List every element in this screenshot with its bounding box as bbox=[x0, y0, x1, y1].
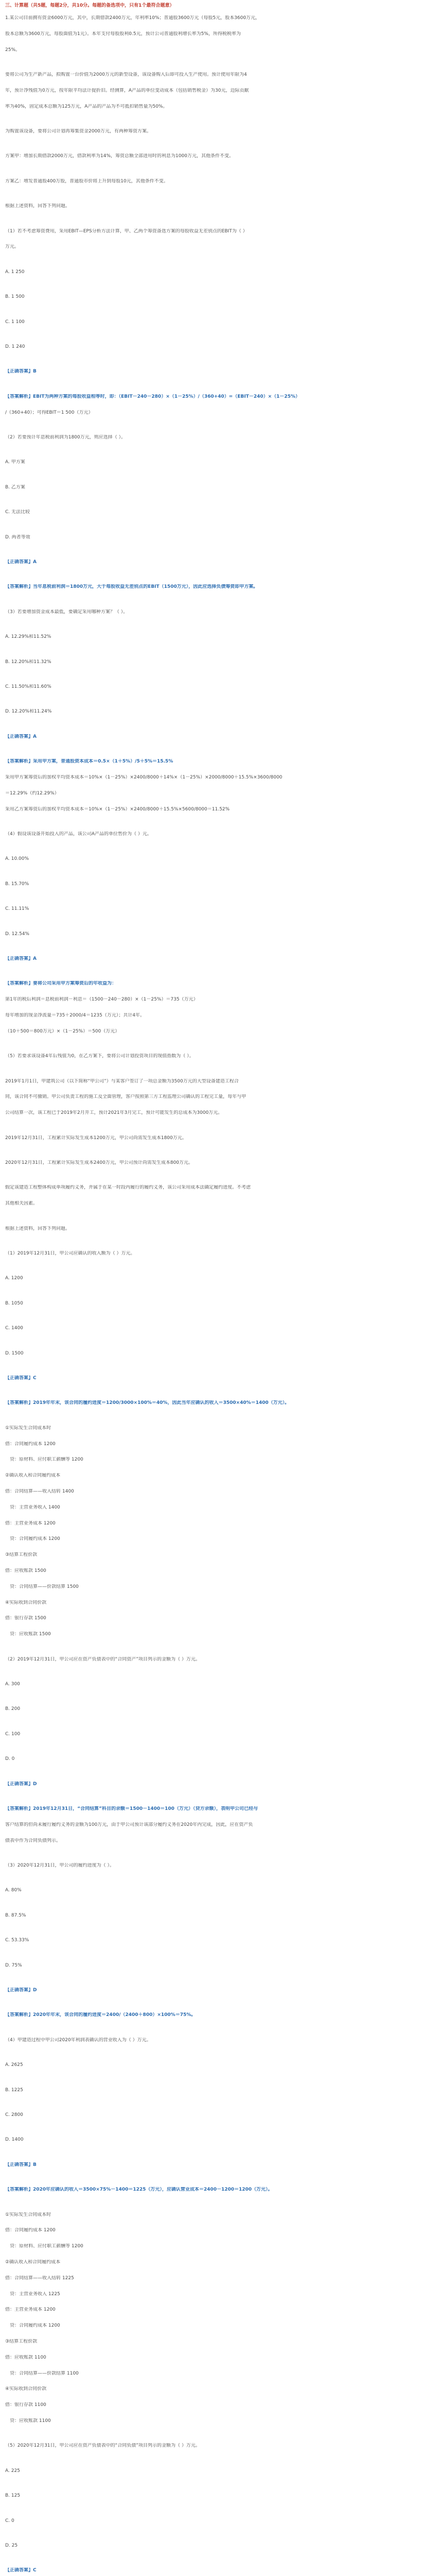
text-line: 1.某公司目前拥有资金6000万元，其中，长期借款2400万元，年利率10%；普通股3600万元（每股5元，股本3600万元， bbox=[5, 15, 260, 21]
text-line: 借：主营业务成本 1200 bbox=[5, 1520, 56, 1526]
text-line: 为购置该设备，要将公司计划再筹集资金2000万元，有两种筹资方案。 bbox=[5, 129, 151, 134]
text-line: （10＋500＝800万元）×（1－25%）＝500（万元） bbox=[5, 1028, 120, 1034]
text-line: A. 300 bbox=[5, 1682, 20, 1687]
text-line: 25%。 bbox=[5, 47, 21, 53]
text-line: 借：合同履约成本 1200 bbox=[5, 1441, 56, 1447]
text-line: C. 2800 bbox=[5, 2112, 23, 2117]
text-line: 【答案解析】2019年12月31日，“合同结算”科目的余额＝1500－1400＝100（万元）（贷方余额），表明甲公司已经与 bbox=[5, 1806, 258, 1811]
text-line: D. 1 240 bbox=[5, 344, 25, 349]
text-line: 年，预计净残值为0万元，按年限平均法计提折旧。经测算，A产品的单位变动成本（包括销售税金）为30元，边际贡献 bbox=[5, 88, 249, 93]
text-line: 【答案解析】要将公司采用甲方案筹资后的年收益为： bbox=[5, 981, 117, 987]
text-line: （5）2020年12月31日，甲公司应在资产负债表中的“合同负债”项目列示的金额为（ ）万元。 bbox=[5, 2443, 200, 2449]
text-line: A. 甲方案 bbox=[5, 460, 25, 465]
text-line: C. 11.50%和11.60% bbox=[5, 684, 51, 689]
text-line: C. 53.33% bbox=[5, 1938, 29, 1943]
text-line: （1）2019年12月31日，甲公司应确认的收入额为（ ）万元。 bbox=[5, 1251, 135, 1256]
text-line: 第1年的税后利润＝息税前利润－利息＝（1500－240－280）×（1－25%）＝735（万元） bbox=[5, 997, 198, 1003]
text-line: 率为40%，固定成本总额为125万元，A产品的产品为不可抵扣销售量为50%。 bbox=[5, 104, 168, 109]
text-line: A. 12.29%和11.52% bbox=[5, 634, 51, 640]
text-line: 贷：主营业务收入 1225 bbox=[5, 2291, 60, 2297]
text-line: 公司结算一次，该工程已于2019年2月开工，预计2021年3月完工，预计可能发生的总成本为3000万元。 bbox=[5, 1110, 223, 1116]
text-line: （2）2019年12月31日，甲公司应在资产负债表中的“合同资产”项目列示的金额为（ ）万元。 bbox=[5, 1656, 200, 1662]
correct-answer: 【正确答案】A bbox=[5, 560, 37, 565]
text-line: B. 乙方案 bbox=[5, 484, 25, 490]
text-line: 同，该合同不可撤销。甲公司负责工程的施工及全面管理，客户按照第三方工程监理公司确认的工程完工量，每年与甲 bbox=[5, 1094, 247, 1100]
correct-answer: 【正确答案】D bbox=[5, 1781, 37, 1787]
text-line: （3）若要增加资金成本最低，要确定采用哪种方案？（ ）。 bbox=[5, 609, 128, 615]
text-line: C. 无法比较 bbox=[5, 510, 30, 515]
text-line: C. 0 bbox=[5, 2518, 14, 2523]
text-line: 借：应收账款 1500 bbox=[5, 1568, 46, 1573]
text-line: A. 2625 bbox=[5, 2062, 23, 2068]
text-line: 2019年12月31日，工程累计实际发生成本1200万元，甲公司尚需发生成本1800万元。 bbox=[5, 1135, 187, 1141]
text-line: C. 100 bbox=[5, 1731, 21, 1737]
text-line: ②确认收入和合同履约成本 bbox=[5, 2260, 61, 2265]
text-line: 每年增加的现金净流量＝735＋2000/4＝1235（万元）；共计4年。 bbox=[5, 1013, 145, 1018]
text-line: 万元。 bbox=[5, 244, 20, 250]
text-line: 方案甲：增加长期借款2000万元，借款利率为14%，筹资总额全部进用时的利息为1000万元，其他条件不变。 bbox=[5, 154, 234, 159]
text-line: ②确认收入和合同履约成本 bbox=[5, 1473, 61, 1479]
text-line: D. 12.54% bbox=[5, 931, 29, 937]
text-line: A. 80% bbox=[5, 1888, 22, 1893]
text-line: 贷：合同结算——价款结算 1500 bbox=[5, 1584, 79, 1589]
text-line: 贷：原材料、应付职工薪酬等 1200 bbox=[5, 2244, 83, 2249]
text-line: 2020年12月31日，工程累计实际发生成本2400万元，甲公司预计尚需发生成本800万元。 bbox=[5, 1160, 193, 1165]
correct-answer: 【正确答案】B bbox=[5, 2162, 37, 2167]
text-line: 根据上述资料，回答下列问题。 bbox=[5, 1226, 71, 1231]
text-line: 【答案解析】2020年年末，该合同的履约进度＝2400/（2400＋800）×100%＝75%。 bbox=[5, 2012, 196, 2018]
text-line: 贷：合同履约成本 1200 bbox=[5, 1536, 60, 1542]
text-line: D. 75% bbox=[5, 1962, 22, 1968]
text-line: D. 12.20%和11.24% bbox=[5, 709, 52, 715]
text-line: 根据上述资料，回答下列问题。 bbox=[5, 204, 71, 209]
text-line: 其他相关因素。 bbox=[5, 1201, 38, 1207]
text-line: A. 1 250 bbox=[5, 269, 25, 275]
text-line: 借：合同履约成本 1200 bbox=[5, 2228, 56, 2233]
text-line: B. 125 bbox=[5, 2493, 21, 2499]
text-line: 贷：应收账款 1500 bbox=[5, 1632, 51, 1637]
text-line: B. 200 bbox=[5, 1706, 21, 1712]
text-line: D. 25 bbox=[5, 2543, 18, 2548]
text-line: B. 1050 bbox=[5, 1300, 23, 1306]
text-line: 贷：合同履约成本 1200 bbox=[5, 2323, 60, 2329]
text-line: （2）若要预计年息税前利润为1800万元，则应选择（ ）。 bbox=[5, 435, 126, 440]
text-line: ＝12.29%（约12.29%） bbox=[5, 790, 59, 796]
text-line: 债表中作为合同负债列示。 bbox=[5, 1838, 61, 1843]
text-line: 贷：原材料、应付职工薪酬等 1200 bbox=[5, 1457, 83, 1463]
text-line: 要将公司为生产新产品，拟购置一台价值为2000万元的新型设备，该设备购入后即可投入生产使用。预计使用年限为4 bbox=[5, 72, 247, 77]
text-line: ①实际发生合同成本时 bbox=[5, 1425, 51, 1431]
correct-answer: 【正确答案】A bbox=[5, 734, 37, 739]
text-line: /（360+40）；可得EBIT＝1 500（万元） bbox=[5, 410, 93, 415]
text-line: 贷：合同结算——价款结算 1100 bbox=[5, 2370, 79, 2376]
text-line: 【答案解析】2020年应确认的收入＝3500×75%－1400＝1225（万元），应确认营业成本＝2400－1200＝1200（万元）。 bbox=[5, 2187, 273, 2193]
text-line: 贷：应收账款 1100 bbox=[5, 2418, 51, 2424]
text-line: 假定该建造工程整体构成单项履约义务，并属于在某一时段内履行的履约义务，该公司采用成本法确定履约进度。不考虑 bbox=[5, 1185, 251, 1191]
text-line: （5）若要求该设备4年后残值为0，在乙方案下，要将公司计划投资项目的现值指数为（ ）。 bbox=[5, 1054, 194, 1059]
text-line: ④实际收到合同价款 bbox=[5, 1600, 47, 1605]
text-line: （3）2020年12月31日，甲公司的履约进度为（ ）。 bbox=[5, 1863, 114, 1868]
text-line: ③结算工程价款 bbox=[5, 1552, 38, 1558]
text-line: 【答案解析】2019年年末，该合同的履约进度＝1200/3000×100%＝40%，因此当年应确认的收入＝3500×40%＝1400（万元）。 bbox=[5, 1400, 290, 1406]
text-line: 借：合同结算——收入结转 1225 bbox=[5, 2275, 74, 2281]
text-line: C. 1400 bbox=[5, 1326, 23, 1331]
text-line: 【答案解析】当年息税前利润＝1800万元，大于每股收益无差别点的EBIT（1500万元），因此应选择负债筹资即甲方案。 bbox=[5, 584, 258, 590]
text-line: D. 1400 bbox=[5, 2137, 24, 2143]
text-line: 贷：主营业务收入 1400 bbox=[5, 1504, 60, 1510]
correct-answer: 【正确答案】B bbox=[5, 369, 37, 375]
text-line: B. 1225 bbox=[5, 2087, 23, 2093]
text-line: 【答案解析】采用甲方案，普通股资本成本＝0.5×（1＋5%）/5＋5%＝15.5% bbox=[5, 759, 173, 765]
text-line: D. 0 bbox=[5, 1756, 15, 1762]
section-title: 三、计算题（共5题，每题2分，共10分。每题的备选项中，只有1个最符合题意） bbox=[5, 3, 175, 8]
correct-answer: 【正确答案】D bbox=[5, 1988, 37, 1993]
text-line: 借：银行存款 1500 bbox=[5, 1616, 46, 1621]
text-line: A. 1200 bbox=[5, 1276, 23, 1281]
text-line: D. 两者等效 bbox=[5, 534, 30, 540]
text-line: B. 87.5% bbox=[5, 1912, 26, 1918]
text-line: B. 15.70% bbox=[5, 881, 29, 887]
correct-answer: 【正确答案】A bbox=[5, 956, 37, 961]
text-line: A. 10.00% bbox=[5, 856, 29, 862]
text-line: 采用乙方案筹资后的加权平均资本成本＝10%×（1－25%）×2400/8000＋15.5%×5600/8000＝11.52% bbox=[5, 806, 230, 812]
text-line: （4）甲建造过程中甲公司2020年利润表确认的营业收入为（ ）万元。 bbox=[5, 2037, 151, 2043]
text-line: 股本总额为3600万元，每股面值为1元）。本年支付每股股利0.5元，预计公司普通股利增长率为5%，所得税税率为 bbox=[5, 31, 241, 37]
text-line: C. 1 100 bbox=[5, 319, 25, 325]
text-line: C. 11.11% bbox=[5, 906, 29, 912]
text-line: B. 1 500 bbox=[5, 294, 25, 300]
text-line: A. 225 bbox=[5, 2468, 20, 2473]
correct-answer: 【正确答案】C bbox=[5, 2568, 37, 2573]
correct-answer: 【正确答案】C bbox=[5, 1376, 37, 1381]
text-line: 方案乙：增发普通股400万股，普通股市价将上升到每股10元，其他条件不变。 bbox=[5, 178, 168, 184]
text-line: 借：合同结算——收入结转 1400 bbox=[5, 1489, 74, 1494]
text-line: 借：银行存款 1100 bbox=[5, 2402, 46, 2408]
text-line: 借：应收账款 1100 bbox=[5, 2354, 46, 2360]
text-line: D. 1500 bbox=[5, 1350, 24, 1356]
text-line: ③结算工程价款 bbox=[5, 2339, 38, 2344]
text-line: 客户结算的但尚未履行履约义务的金额为100万元，由于甲公司预计该部分履约义务在2020年内完成，因此，应在资产负 bbox=[5, 1822, 253, 1827]
text-line: 2019年1月1日，甲建筑公司（以下简称“甲公司”）与某客户签订了一项总金额为3500万元的大型设备建造工程合 bbox=[5, 1078, 239, 1084]
text-line: ①实际发生合同成本时 bbox=[5, 2212, 51, 2217]
text-line: 【答案解析】EBIT为两种方案的每股收益相等时，即：（EBIT－240－280）×（1－25%）/（360+40）=（EBIT－240）×（1－25%） bbox=[5, 394, 300, 399]
text-line: （4）假设该设备开始投入的产品，该公司A产品的单位售价为（ ）元。 bbox=[5, 832, 152, 837]
text-line: 采用甲方案筹资后的加权平均资本成本＝10%×（1－25%）×2400/8000＋14%×（1－25%）×2000/8000＋15.5%×3600/8000 bbox=[5, 775, 283, 780]
text-line: ④实际收到合同价款 bbox=[5, 2386, 47, 2392]
text-line: B. 12.20%和11.32% bbox=[5, 659, 51, 665]
text-line: 借：主营业务成本 1200 bbox=[5, 2307, 56, 2313]
text-line: （1）若不考虑筹资费用，采用EBIT—EPS分析方法计算，甲、乙两个筹资备选方案的每股收益无差别点的EBIT为（ ） bbox=[5, 228, 248, 234]
